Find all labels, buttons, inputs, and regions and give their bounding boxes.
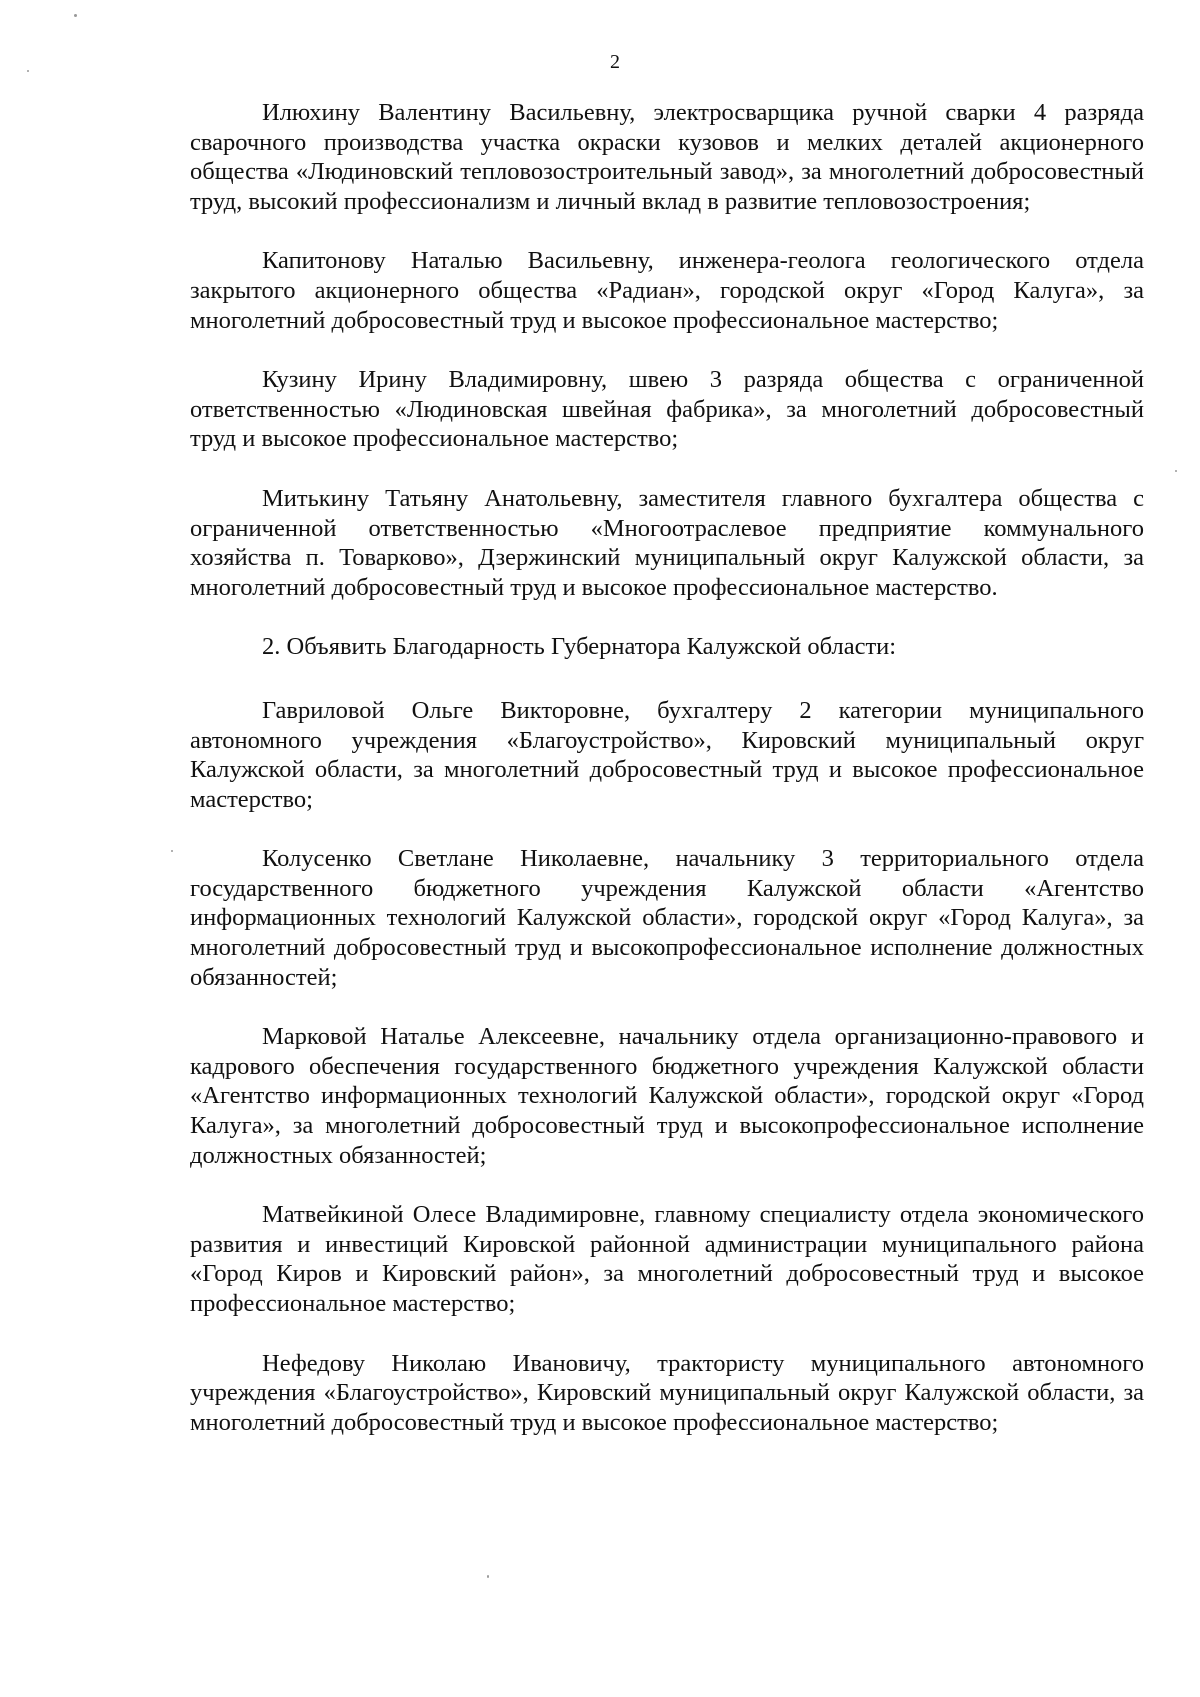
- paragraph-kolusenko: Колусенко Светлане Николаевне, начальнику 3 территориального отдела государственного бюджетного учреждения Калужской области «Агентство информационных технологий Калужской области», городской округ «Город Калуга», за многолетний добросовестный труд и высокопрофессиональное исполнение должностных обязанностей;: [190, 845, 1144, 991]
- paragraph-mitkina: Митькину Татьяну Анатольевну, заместителя главного бухгалтера общества с ограниченной ответственностью «Многоотраслевое предприятие коммунального хозяйства п. Товарково», Дзержинский муниципальный округ Калужской области, за многолетний добросовестный труд и высокое профессиональное мастерство.: [190, 484, 1144, 601]
- document-body: [190, 98, 1144, 1467]
- page-number: 2: [610, 51, 620, 73]
- scan-speck: [487, 1575, 489, 1578]
- paragraph-gavrilova: Гавриловой Ольге Викторовне, бухгалтеру 2 категории муниципального автономного учреждения «Благоустройство», Кировский муниципальный округ Калужской области, за многолетний добросовестный труд и высокое профессиональное мастерство;: [190, 696, 1144, 813]
- paragraph-nefedov: Нефедову Николаю Ивановичу, трактористу муниципального автономного учреждения «Благоустройство», Кировский муниципальный округ Калужской области, за многолетний добросовестный труд и высокое профессиональное мастерство;: [190, 1349, 1144, 1436]
- paragraph-matveikina: Матвейкиной Олесе Владимировне, главному специалисту отдела экономического развития и инвестиций Кировской районной администрации муниципального района «Город Киров и Кировский район», за многолетний добросовестный труд и высокое профессиональное мастерство;: [190, 1201, 1144, 1317]
- scan-speck: [27, 70, 29, 72]
- scan-speck: [1175, 470, 1177, 472]
- paragraph-kuzina: Кузину Ирину Владимировну, швею 3 разряда общества с ограниченной ответственностью «Людиновская швейная фабрика», за многолетний добросовестный труд и высокое профессиональное мастерство;: [190, 366, 1144, 453]
- scan-speck: [74, 14, 77, 17]
- paragraph-markova: Марковой Наталье Алексеевне, начальнику отдела организационно-правового и кадрового обеспечения государственного бюджетного учреждения Калужской области «Агентство информационных технологий Калужской области», городской округ «Город Калуга», за многолетний добросовестный труд и высокопрофессиональное исполнение должностных обязанностей;: [190, 1023, 1144, 1169]
- paragraph-kapitonova: Капитонову Наталью Васильевну, инженера-геолога геологического отдела закрытого акционерного общества «Радиан», городской округ «Город Калуга», за многолетний добросовестный труд и высокое профессиональное мастерство;: [190, 247, 1144, 334]
- section-2-heading: 2. Объявить Благодарность Губернатора Калужской области:: [262, 633, 897, 661]
- scan-speck: [171, 850, 173, 852]
- paragraph-ilyukhina: Илюхину Валентину Васильевну, электросварщика ручной сварки 4 разряда сварочного производства участка окраски кузовов и мелких деталей акционерного общества «Людиновский тепловозостроительный завод», за многолетний добросовестный труд, высокий профессионализм и личный вклад в развитие тепловозостроения;: [190, 99, 1144, 215]
